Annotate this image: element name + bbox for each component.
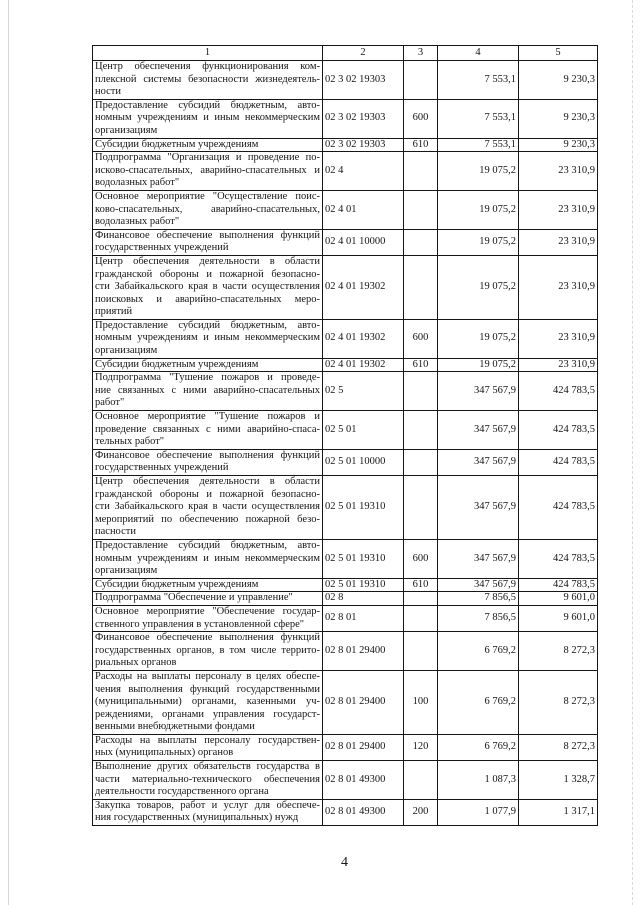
- description-line: Основное мероприятие "Тушение пожаров и: [95, 411, 320, 423]
- row-code: 02 8 01 49300: [323, 799, 404, 825]
- description-line: мероприятий по обеспечению пожарной безо-: [95, 513, 320, 525]
- row-expense-type: 120: [404, 734, 438, 760]
- description-line: Центр обеспечения деятельности в области: [95, 476, 320, 487]
- row-amount-2: 424 783,5: [519, 539, 598, 578]
- row-code: 02 4 01 19302: [323, 255, 404, 319]
- description-line: плексной системы безопасности жизнедеятель-: [95, 73, 320, 85]
- row-description: [93, 358, 323, 372]
- row-expense-type: [404, 229, 438, 255]
- budget-table: [92, 45, 598, 826]
- row-description: [93, 99, 323, 138]
- row-amount-1: 7 553,1: [438, 99, 519, 138]
- row-amount-1: 347 567,9: [438, 449, 519, 475]
- description-line: пасности: [95, 526, 136, 538]
- table-row: [93, 670, 598, 734]
- description-line: Субсидии бюджетным учреждениям: [95, 358, 259, 370]
- row-amount-1: 19 075,2: [438, 190, 519, 229]
- table-row: [93, 734, 598, 760]
- description-line: Расходы на выплаты персоналу в целях обеспе-: [95, 670, 320, 682]
- description-line: ственного управления в установленной сфере": [95, 618, 305, 630]
- description-line: номным учреждениям и иным некоммерческим: [95, 112, 320, 124]
- description-line: Финансовое обеспечение выполнения функций: [95, 449, 320, 461]
- row-amount-2: 9 230,3: [519, 99, 598, 138]
- description-line: номным учреждениям и иным некоммерческим: [95, 552, 320, 564]
- scan-edge-left: [8, 0, 9, 905]
- description-line: Предоставление субсидий бюджетным, авто-: [95, 319, 320, 331]
- row-expense-type: 200: [404, 799, 438, 825]
- row-amount-2: 23 310,9: [519, 152, 598, 191]
- row-code: 02 4 01 19302: [323, 358, 404, 372]
- row-description: [93, 605, 323, 631]
- description-line: чения выполнения функций государственными: [95, 683, 320, 695]
- row-description: [93, 476, 323, 540]
- row-code: 02 8: [323, 592, 404, 606]
- row-amount-1: 347 567,9: [438, 578, 519, 592]
- table-row: [93, 605, 598, 631]
- row-expense-type: [404, 61, 438, 100]
- row-description: [93, 411, 323, 450]
- row-amount-1: 19 075,2: [438, 229, 519, 255]
- description-line: водолазных работ": [95, 216, 180, 228]
- description-line: организациям: [95, 565, 158, 577]
- description-line: проведение связанных с ними аварийно-спаса-: [95, 423, 320, 435]
- description-line: деятельности государственного органа: [95, 786, 269, 798]
- description-line: государственных органов, в том числе террито-: [95, 644, 320, 656]
- row-expense-type: 600: [404, 539, 438, 578]
- table-row: [93, 190, 598, 229]
- row-code: 02 8 01: [323, 605, 404, 631]
- row-amount-2: 8 272,3: [519, 670, 598, 734]
- row-amount-1: 19 075,2: [438, 255, 519, 319]
- description-line: Предоставление субсидий бюджетным, авто-: [95, 539, 320, 551]
- description-line: ние связанных с ними аварийно-спасательных: [95, 384, 320, 396]
- row-code: 02 4: [323, 152, 404, 191]
- row-expense-type: 610: [404, 578, 438, 592]
- description-line: ности: [95, 86, 121, 98]
- row-description: [93, 734, 323, 760]
- row-amount-1: 7 553,1: [438, 61, 519, 100]
- row-code: 02 4 01 19302: [323, 319, 404, 358]
- row-expense-type: [404, 632, 438, 671]
- description-line: Подпрограмма "Тушение пожаров и проведе-: [95, 372, 320, 384]
- description-line: Подпрограмма "Обеспечение и управление": [95, 592, 293, 604]
- row-amount-1: 347 567,9: [438, 411, 519, 450]
- row-description: [93, 632, 323, 671]
- table-row: [93, 592, 598, 606]
- description-line: Центр обеспечения деятельности в области: [95, 255, 320, 267]
- row-expense-type: [404, 372, 438, 411]
- row-amount-1: 347 567,9: [438, 539, 519, 578]
- row-amount-1: 6 769,2: [438, 632, 519, 671]
- row-expense-type: 600: [404, 99, 438, 138]
- row-amount-1: 6 769,2: [438, 670, 519, 734]
- description-line: Финансовое обеспечение выполнения функций: [95, 632, 320, 644]
- description-line: государственных учреждений: [95, 462, 229, 474]
- row-amount-2: 23 310,9: [519, 319, 598, 358]
- row-expense-type: [404, 605, 438, 631]
- description-line: Субсидии бюджетным учреждениям: [95, 578, 259, 590]
- row-expense-type: [404, 255, 438, 319]
- row-code: 02 4 01: [323, 190, 404, 229]
- row-description: [93, 578, 323, 592]
- table-row: [93, 539, 598, 578]
- row-amount-2: 23 310,9: [519, 229, 598, 255]
- row-code: 02 5 01 19310: [323, 476, 404, 540]
- row-amount-1: 7 856,5: [438, 592, 519, 606]
- table-row: [93, 138, 598, 152]
- table-row: [93, 449, 598, 475]
- table-header-row: [93, 46, 598, 61]
- table-row: [93, 372, 598, 411]
- row-expense-type: [404, 761, 438, 800]
- row-code: 02 3 02 19303: [323, 138, 404, 152]
- description-line: Основное мероприятие "Осуществление поис-: [95, 190, 320, 202]
- row-description: [93, 761, 323, 800]
- row-description: [93, 372, 323, 411]
- row-amount-1: 347 567,9: [438, 372, 519, 411]
- description-line: риальных органов: [95, 657, 177, 669]
- row-description: [93, 138, 323, 152]
- description-line: организациям: [95, 345, 158, 357]
- table-row: [93, 476, 598, 540]
- page-number: 4: [341, 855, 348, 870]
- row-expense-type: [404, 449, 438, 475]
- description-line: работ": [95, 397, 125, 409]
- row-description: [93, 190, 323, 229]
- row-amount-2: 9 230,3: [519, 138, 598, 152]
- table-row: [93, 632, 598, 671]
- row-code: 02 5 01 19310: [323, 539, 404, 578]
- column-header-3: 3: [404, 46, 438, 61]
- row-amount-1: 7 553,1: [438, 138, 519, 152]
- table-row: [93, 152, 598, 191]
- row-amount-2: 23 310,9: [519, 255, 598, 319]
- description-line: (муниципальными) органами, казенными уч-: [95, 696, 320, 708]
- row-amount-2: 9 230,3: [519, 61, 598, 100]
- row-description: [93, 152, 323, 191]
- row-code: 02 8 01 29400: [323, 632, 404, 671]
- row-description: [93, 255, 323, 319]
- row-amount-1: 6 769,2: [438, 734, 519, 760]
- row-amount-2: 424 783,5: [519, 449, 598, 475]
- description-line: Центр обеспечения функционирования ком-: [95, 61, 320, 72]
- description-line: Закупка товаров, работ и услуг для обеспече-: [95, 799, 320, 811]
- description-line: ния государственных (муниципальных) нужд: [95, 812, 299, 824]
- row-code: 02 8 01 29400: [323, 670, 404, 734]
- scan-edge-right: [632, 0, 633, 905]
- row-expense-type: [404, 152, 438, 191]
- table-row: [93, 761, 598, 800]
- row-description: [93, 319, 323, 358]
- table-row: [93, 799, 598, 825]
- row-code: 02 8 01 29400: [323, 734, 404, 760]
- table-row: [93, 99, 598, 138]
- description-line: исково-спасательных, аварийно-спасательных и: [95, 164, 320, 176]
- description-line: ково-спасательных, аварийно-спасательных,: [95, 203, 320, 215]
- row-code: 02 3 02 19303: [323, 61, 404, 100]
- row-expense-type: 600: [404, 319, 438, 358]
- row-description: [93, 61, 323, 100]
- table-row: [93, 578, 598, 592]
- description-line: реждениями, органами управления государст-: [95, 708, 320, 720]
- row-amount-1: 19 075,2: [438, 152, 519, 191]
- table-row: [93, 229, 598, 255]
- row-code: 02 5 01: [323, 411, 404, 450]
- description-line: Выполнение других обязательств государства в: [95, 761, 320, 773]
- row-description: [93, 670, 323, 734]
- row-description: [93, 592, 323, 606]
- description-line: Предоставление субсидий бюджетным, авто-: [95, 99, 320, 111]
- description-line: Субсидии бюджетным учреждениям: [95, 138, 259, 150]
- row-amount-2: 1 328,7: [519, 761, 598, 800]
- column-header-5: 5: [519, 46, 598, 61]
- row-expense-type: 610: [404, 138, 438, 152]
- table-row: [93, 319, 598, 358]
- row-description: [93, 799, 323, 825]
- row-amount-2: 424 783,5: [519, 476, 598, 540]
- row-amount-1: 347 567,9: [438, 476, 519, 540]
- description-line: ных (муниципальных) органов: [95, 747, 234, 759]
- table-body: [93, 61, 598, 826]
- row-amount-2: 8 272,3: [519, 734, 598, 760]
- row-expense-type: 100: [404, 670, 438, 734]
- row-amount-1: 1 087,3: [438, 761, 519, 800]
- row-description: [93, 229, 323, 255]
- table-row: [93, 411, 598, 450]
- row-code: 02 5: [323, 372, 404, 411]
- row-amount-2: 424 783,5: [519, 411, 598, 450]
- row-amount-1: 19 075,2: [438, 358, 519, 372]
- row-expense-type: 610: [404, 358, 438, 372]
- description-line: Финансовое обеспечение выполнения функций: [95, 229, 320, 241]
- row-amount-1: 1 077,9: [438, 799, 519, 825]
- description-line: сти Забайкальского края в части осуществления: [95, 501, 320, 513]
- row-amount-2: 23 310,9: [519, 358, 598, 372]
- description-line: тельных работ": [95, 436, 165, 448]
- row-expense-type: [404, 411, 438, 450]
- description-line: номным учреждениям и иным некоммерческим: [95, 332, 320, 344]
- row-amount-1: 7 856,5: [438, 605, 519, 631]
- description-line: государственных учреждений: [95, 242, 229, 254]
- row-amount-2: 23 310,9: [519, 190, 598, 229]
- row-amount-2: 9 601,0: [519, 605, 598, 631]
- description-line: части материально-технического обеспечения: [95, 773, 320, 785]
- row-expense-type: [404, 476, 438, 540]
- description-line: организациям: [95, 124, 158, 136]
- row-amount-2: 9 601,0: [519, 592, 598, 606]
- table-row: [93, 358, 598, 372]
- row-amount-2: 424 783,5: [519, 578, 598, 592]
- description-line: Подпрограмма "Организация и проведение по-: [95, 152, 320, 164]
- description-line: венными внебюджетными фондами: [95, 721, 255, 733]
- description-line: поисковых и аварийно-спасательных меро-: [95, 293, 320, 305]
- row-code: 02 5 01 10000: [323, 449, 404, 475]
- row-expense-type: [404, 592, 438, 606]
- row-expense-type: [404, 190, 438, 229]
- row-code: 02 5 01 19310: [323, 578, 404, 592]
- description-line: гражданской обороны и пожарной безопасно-: [95, 488, 320, 500]
- row-description: [93, 539, 323, 578]
- description-line: Основное мероприятие "Обеспечение государ-: [95, 605, 320, 617]
- row-code: 02 8 01 49300: [323, 761, 404, 800]
- description-line: приятий: [95, 306, 133, 318]
- row-amount-2: 424 783,5: [519, 372, 598, 411]
- description-line: водолазных работ": [95, 177, 180, 189]
- column-header-1: 1: [93, 46, 323, 61]
- description-line: гражданской обороны и пожарной безопасно-: [95, 268, 320, 280]
- table-row: [93, 255, 598, 319]
- column-header-2: 2: [323, 46, 404, 61]
- row-code: 02 4 01 10000: [323, 229, 404, 255]
- row-description: [93, 449, 323, 475]
- description-line: Расходы на выплаты персоналу государствен-: [95, 734, 320, 746]
- column-header-4: 4: [438, 46, 519, 61]
- table-row: [93, 61, 598, 100]
- description-line: сти Забайкальского края в части осуществления: [95, 281, 320, 293]
- row-amount-1: 19 075,2: [438, 319, 519, 358]
- row-amount-2: 1 317,1: [519, 799, 598, 825]
- row-amount-2: 8 272,3: [519, 632, 598, 671]
- row-code: 02 3 02 19303: [323, 99, 404, 138]
